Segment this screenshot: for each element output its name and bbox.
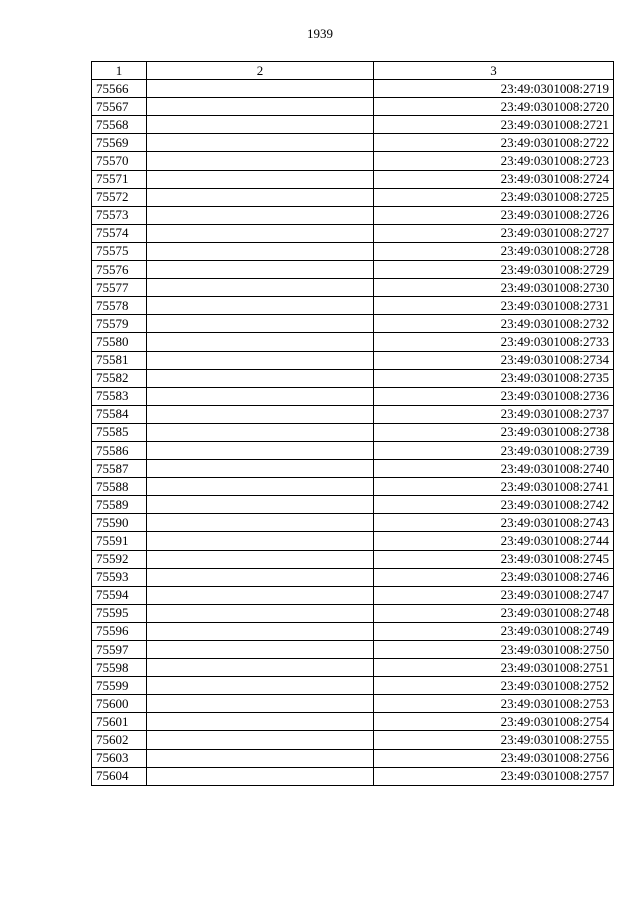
row-description-cell xyxy=(147,550,374,568)
cadastral-number-cell: 23:49:0301008:2726 xyxy=(374,206,614,224)
row-number-cell: 75578 xyxy=(92,297,147,315)
row-description-cell xyxy=(147,586,374,604)
row-description-cell xyxy=(147,242,374,260)
registry-table xyxy=(91,61,614,786)
cadastral-number-cell: 23:49:0301008:2755 xyxy=(374,731,614,749)
cadastral-number-cell: 23:49:0301008:2751 xyxy=(374,659,614,677)
row-description-cell xyxy=(147,514,374,532)
row-description-cell xyxy=(147,170,374,188)
table-row xyxy=(92,297,614,315)
cadastral-number-cell: 23:49:0301008:2737 xyxy=(374,405,614,423)
row-description-cell xyxy=(147,261,374,279)
row-description-cell xyxy=(147,116,374,134)
cadastral-number-cell: 23:49:0301008:2731 xyxy=(374,297,614,315)
row-description-cell xyxy=(147,387,374,405)
row-number-cell: 75567 xyxy=(92,98,147,116)
row-number-cell: 75571 xyxy=(92,170,147,188)
table-body xyxy=(92,80,614,786)
table-row xyxy=(92,170,614,188)
row-number-cell: 75583 xyxy=(92,387,147,405)
page-number: 1939 xyxy=(307,26,333,41)
row-number-cell: 75600 xyxy=(92,695,147,713)
cadastral-number-cell: 23:49:0301008:2741 xyxy=(374,478,614,496)
table-row xyxy=(92,586,614,604)
row-number-cell: 75588 xyxy=(92,478,147,496)
row-number-cell: 75597 xyxy=(92,641,147,659)
cadastral-number-cell: 23:49:0301008:2727 xyxy=(374,224,614,242)
row-number-cell: 75569 xyxy=(92,134,147,152)
table-row xyxy=(92,242,614,260)
cadastral-number-cell: 23:49:0301008:2750 xyxy=(374,641,614,659)
row-number-cell: 75601 xyxy=(92,713,147,731)
row-number-cell: 75568 xyxy=(92,116,147,134)
row-number-cell: 75593 xyxy=(92,568,147,586)
row-number-cell: 75575 xyxy=(92,242,147,260)
cadastral-number-cell: 23:49:0301008:2721 xyxy=(374,116,614,134)
row-description-cell xyxy=(147,496,374,514)
cadastral-number-cell: 23:49:0301008:2722 xyxy=(374,134,614,152)
row-description-cell xyxy=(147,279,374,297)
table-row xyxy=(92,604,614,622)
row-number-cell: 75602 xyxy=(92,731,147,749)
table-row xyxy=(92,496,614,514)
table-row xyxy=(92,206,614,224)
cadastral-number-cell: 23:49:0301008:2730 xyxy=(374,279,614,297)
column-header-1: 1 xyxy=(92,62,147,80)
row-number-cell: 75599 xyxy=(92,677,147,695)
table-row xyxy=(92,641,614,659)
table-row xyxy=(92,659,614,677)
row-description-cell xyxy=(147,568,374,586)
row-number-cell: 75587 xyxy=(92,460,147,478)
row-number-cell: 75594 xyxy=(92,586,147,604)
table-row xyxy=(92,532,614,550)
cadastral-number-cell: 23:49:0301008:2729 xyxy=(374,261,614,279)
row-description-cell xyxy=(147,369,374,387)
row-description-cell xyxy=(147,152,374,170)
row-description-cell xyxy=(147,80,374,98)
cadastral-number-cell: 23:49:0301008:2756 xyxy=(374,749,614,767)
cadastral-number-cell: 23:49:0301008:2728 xyxy=(374,242,614,260)
row-description-cell xyxy=(147,749,374,767)
table-row xyxy=(92,622,614,640)
row-number-cell: 75604 xyxy=(92,767,147,785)
row-number-cell: 75591 xyxy=(92,532,147,550)
cadastral-number-cell: 23:49:0301008:2739 xyxy=(374,441,614,459)
cadastral-number-cell: 23:49:0301008:2732 xyxy=(374,315,614,333)
row-number-cell: 75595 xyxy=(92,604,147,622)
cadastral-number-cell: 23:49:0301008:2746 xyxy=(374,568,614,586)
row-description-cell xyxy=(147,532,374,550)
cadastral-number-cell: 23:49:0301008:2745 xyxy=(374,550,614,568)
cadastral-number-cell: 23:49:0301008:2747 xyxy=(374,586,614,604)
cadastral-number-cell: 23:49:0301008:2757 xyxy=(374,767,614,785)
row-number-cell: 75603 xyxy=(92,749,147,767)
cadastral-number-cell: 23:49:0301008:2742 xyxy=(374,496,614,514)
table-row xyxy=(92,116,614,134)
row-description-cell xyxy=(147,315,374,333)
table-row xyxy=(92,279,614,297)
cadastral-number-cell: 23:49:0301008:2719 xyxy=(374,80,614,98)
table-row xyxy=(92,315,614,333)
cadastral-number-cell: 23:49:0301008:2754 xyxy=(374,713,614,731)
row-description-cell xyxy=(147,478,374,496)
row-description-cell xyxy=(147,423,374,441)
row-number-cell: 75590 xyxy=(92,514,147,532)
row-description-cell xyxy=(147,622,374,640)
row-number-cell: 75592 xyxy=(92,550,147,568)
row-number-cell: 75586 xyxy=(92,441,147,459)
row-number-cell: 75581 xyxy=(92,351,147,369)
table-row xyxy=(92,134,614,152)
row-description-cell xyxy=(147,659,374,677)
cadastral-number-cell: 23:49:0301008:2740 xyxy=(374,460,614,478)
cadastral-number-cell: 23:49:0301008:2744 xyxy=(374,532,614,550)
row-description-cell xyxy=(147,460,374,478)
row-number-cell: 75566 xyxy=(92,80,147,98)
table-header xyxy=(92,62,614,80)
table-row xyxy=(92,550,614,568)
row-number-cell: 75577 xyxy=(92,279,147,297)
row-description-cell xyxy=(147,695,374,713)
row-description-cell xyxy=(147,713,374,731)
table-row xyxy=(92,749,614,767)
table-row xyxy=(92,677,614,695)
row-description-cell xyxy=(147,297,374,315)
cadastral-number-cell: 23:49:0301008:2748 xyxy=(374,604,614,622)
table-row xyxy=(92,767,614,785)
row-description-cell xyxy=(147,441,374,459)
table-row xyxy=(92,405,614,423)
table-row xyxy=(92,224,614,242)
column-header-2: 2 xyxy=(147,62,374,80)
table-row xyxy=(92,695,614,713)
table-row xyxy=(92,478,614,496)
row-description-cell xyxy=(147,351,374,369)
row-description-cell xyxy=(147,98,374,116)
row-number-cell: 75570 xyxy=(92,152,147,170)
row-number-cell: 75596 xyxy=(92,622,147,640)
row-description-cell xyxy=(147,206,374,224)
row-description-cell xyxy=(147,134,374,152)
row-number-cell: 75584 xyxy=(92,405,147,423)
cadastral-number-cell: 23:49:0301008:2736 xyxy=(374,387,614,405)
row-number-cell: 75579 xyxy=(92,315,147,333)
row-description-cell xyxy=(147,224,374,242)
cadastral-number-cell: 23:49:0301008:2725 xyxy=(374,188,614,206)
row-number-cell: 75573 xyxy=(92,206,147,224)
cadastral-number-cell: 23:49:0301008:2743 xyxy=(374,514,614,532)
table-row xyxy=(92,369,614,387)
cadastral-number-cell: 23:49:0301008:2720 xyxy=(374,98,614,116)
row-number-cell: 75589 xyxy=(92,496,147,514)
table-row xyxy=(92,731,614,749)
cadastral-number-cell: 23:49:0301008:2724 xyxy=(374,170,614,188)
table-row xyxy=(92,441,614,459)
row-description-cell xyxy=(147,641,374,659)
table-row xyxy=(92,423,614,441)
row-number-cell: 75572 xyxy=(92,188,147,206)
cadastral-number-cell: 23:49:0301008:2753 xyxy=(374,695,614,713)
row-description-cell xyxy=(147,767,374,785)
table-row xyxy=(92,261,614,279)
cadastral-number-cell: 23:49:0301008:2735 xyxy=(374,369,614,387)
cadastral-number-cell: 23:49:0301008:2749 xyxy=(374,622,614,640)
header-row xyxy=(92,62,614,80)
row-number-cell: 75574 xyxy=(92,224,147,242)
column-header-3: 3 xyxy=(374,62,614,80)
table-row xyxy=(92,387,614,405)
row-number-cell: 75576 xyxy=(92,261,147,279)
cadastral-number-cell: 23:49:0301008:2733 xyxy=(374,333,614,351)
cadastral-number-cell: 23:49:0301008:2723 xyxy=(374,152,614,170)
row-description-cell xyxy=(147,604,374,622)
table-row xyxy=(92,568,614,586)
table-row xyxy=(92,188,614,206)
row-number-cell: 75582 xyxy=(92,369,147,387)
row-description-cell xyxy=(147,333,374,351)
table-row xyxy=(92,80,614,98)
row-number-cell: 75598 xyxy=(92,659,147,677)
table-row xyxy=(92,333,614,351)
row-number-cell: 75580 xyxy=(92,333,147,351)
table-row xyxy=(92,713,614,731)
cadastral-number-cell: 23:49:0301008:2738 xyxy=(374,423,614,441)
row-description-cell xyxy=(147,188,374,206)
row-number-cell: 75585 xyxy=(92,423,147,441)
cadastral-number-cell: 23:49:0301008:2752 xyxy=(374,677,614,695)
table-row xyxy=(92,514,614,532)
cadastral-number-cell: 23:49:0301008:2734 xyxy=(374,351,614,369)
row-description-cell xyxy=(147,405,374,423)
table-row xyxy=(92,152,614,170)
row-description-cell xyxy=(147,677,374,695)
table-row xyxy=(92,351,614,369)
table-row xyxy=(92,460,614,478)
table-row xyxy=(92,98,614,116)
row-description-cell xyxy=(147,731,374,749)
